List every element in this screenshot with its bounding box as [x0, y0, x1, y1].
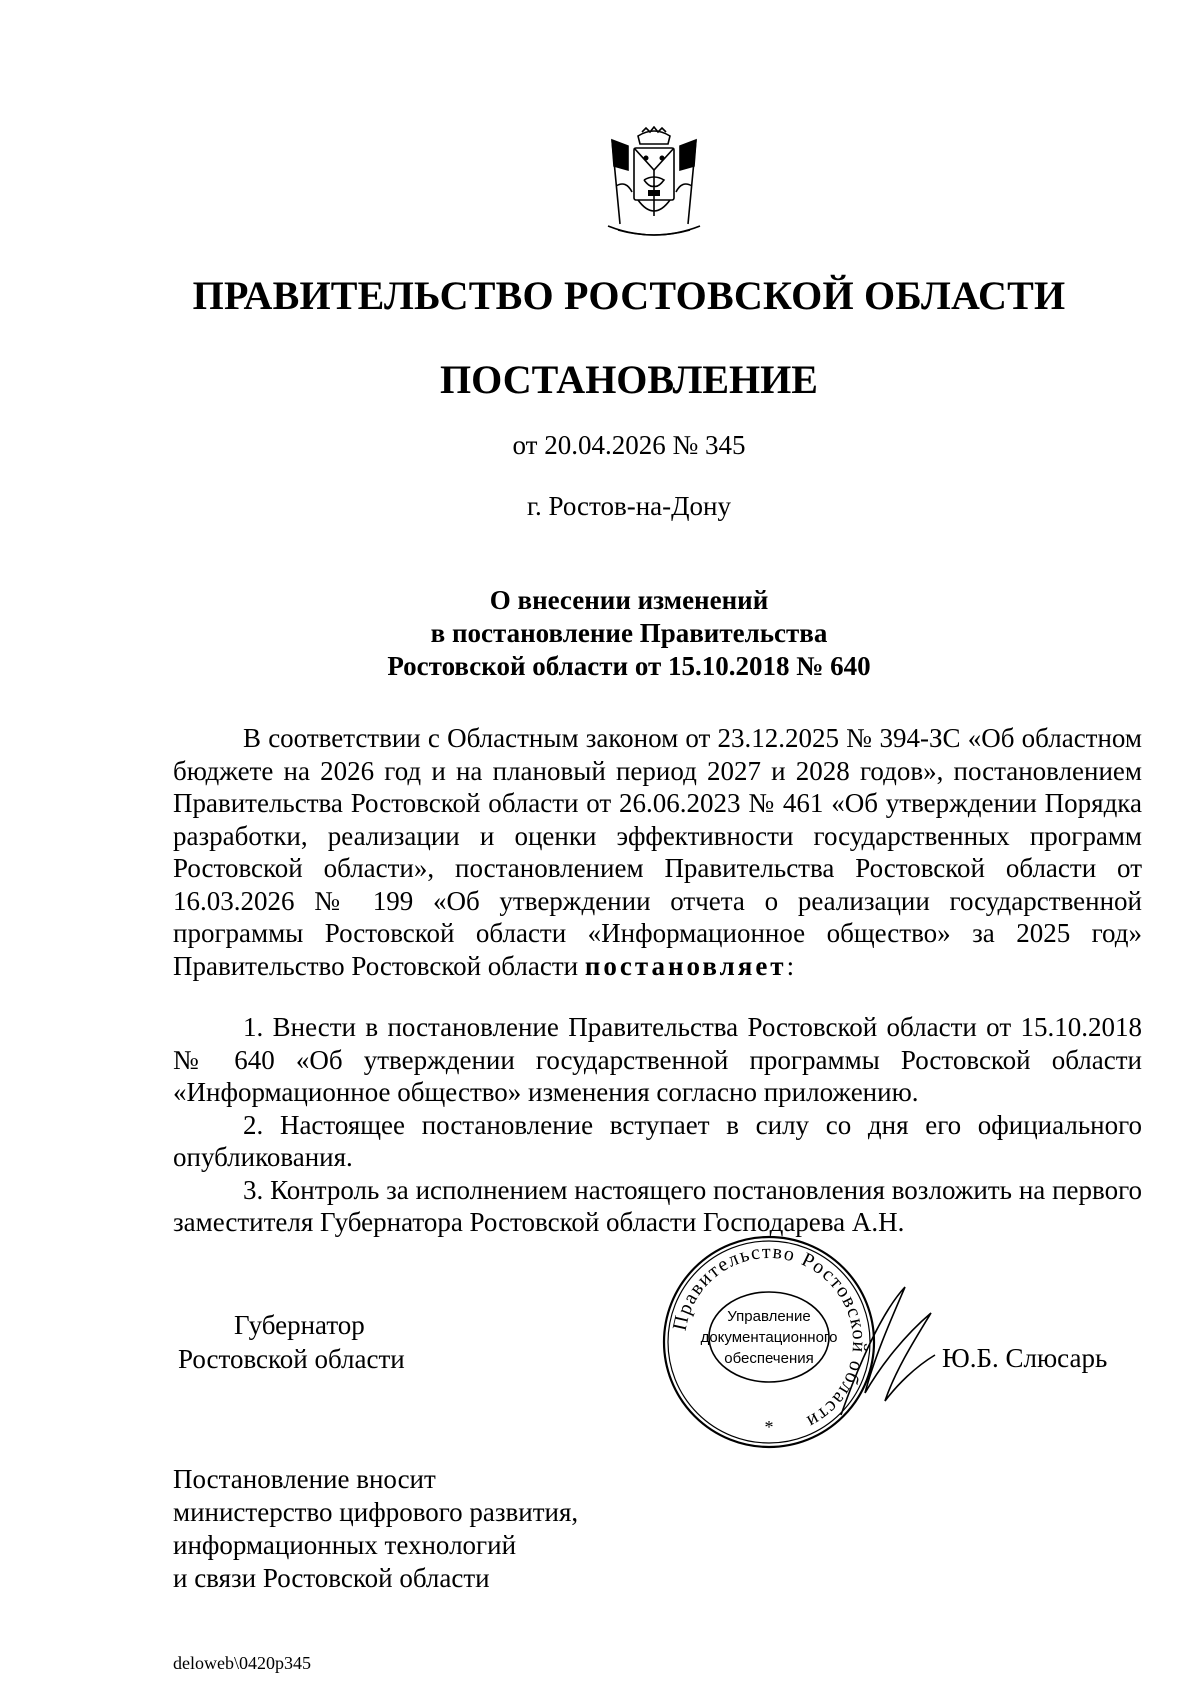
- svg-text:Управление: Управление: [727, 1308, 811, 1325]
- author-line: информационных технологий: [173, 1530, 517, 1560]
- author-line: министерство цифрового развития,: [173, 1497, 579, 1527]
- document-subject: [0, 584, 1200, 683]
- decree-items: [173, 1011, 1142, 1239]
- signatory-region: Ростовской области: [178, 1344, 405, 1374]
- preamble-colon: :: [786, 950, 795, 981]
- decree-item: 2. Настоящее постановление вступает в силу со дня его официального опубликования.: [173, 1109, 1142, 1172]
- subject-line: Ростовской области от 15.10.2018 № 640: [387, 651, 871, 681]
- government-title: ПРАВИТЕЛЬСТВО РОСТОВСКОЙ ОБЛАСТИ: [192, 273, 1066, 318]
- document-date-number: от 20.04.2026 № 345: [512, 430, 746, 460]
- file-reference: deloweb\0420p345: [173, 1653, 311, 1673]
- svg-text:обеспечения: обеспечения: [724, 1350, 814, 1367]
- svg-text:документационного: документационного: [700, 1329, 838, 1346]
- author-line: Постановление вносит: [173, 1464, 436, 1494]
- svg-text:*: *: [764, 1417, 774, 1437]
- signature-title: [178, 1308, 405, 1376]
- signatory-position: Губернатор: [234, 1310, 365, 1340]
- coat-of-arms-emblem-icon: [598, 126, 710, 244]
- document-type: ПОСТАНОВЛЕНИЕ: [440, 357, 818, 402]
- decree-item: 1. Внести в постановление Правительства Ростовской области от 15.10.2018 № 640 «Об утверждении государственной программы Ростовской области «Информационное общество» изменения согласно приложению.: [173, 1012, 1142, 1107]
- handwritten-signature: [835, 1275, 945, 1425]
- subject-line: О внесении изменений: [489, 585, 769, 615]
- signatory-name: Ю.Б. Слюсарь: [942, 1343, 1108, 1373]
- document-city: г. Ростов-на-Дону: [526, 491, 731, 521]
- svg-text:Правительство Ростовской облас: Правительство Ростовской области: [668, 1240, 871, 1434]
- preamble-text: В соответствии с Областным законом от 23.12.2025 № 394-ЗС «Об областном бюджете на 2026 год и на плановый период 2027 и 2028 годов», постановлением Правительства Ростовской области от 26.06.2023 № 461 «Об утверждении Порядка разработки, реализации и оценки эффективности государственных программ Ростовской области», постановлением Правительства Ростовской области от 16.03.2026 № 199 «Об утверждении отчета о реализации государственной программы Ростовской области «Информационное общество» за 2025 год» Правительство Ростовской области: [173, 723, 1142, 981]
- author-line: и связи Ростовской области: [173, 1563, 490, 1593]
- decree-item: 3. Контроль за исполнением настоящего постановления возложить на первого заместителя Губернатора Ростовской области Господарева А.Н.: [173, 1174, 1142, 1237]
- author-note: [173, 1463, 578, 1595]
- decree-word: постановляет: [584, 950, 787, 981]
- subject-line: в постановление Правительства: [430, 618, 828, 648]
- preamble-paragraph: [173, 722, 1142, 982]
